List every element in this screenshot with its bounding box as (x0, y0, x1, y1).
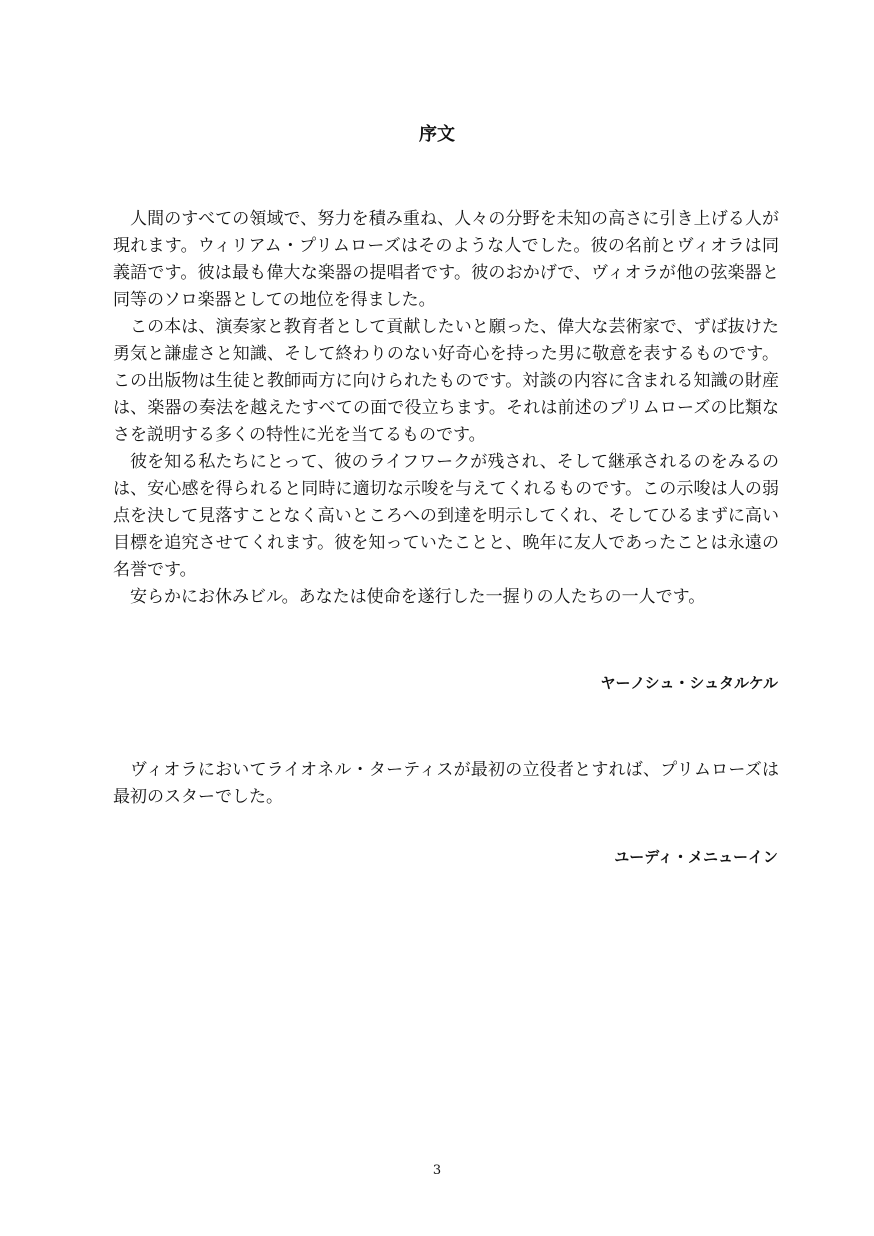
signature-starker: ヤーノシュ・シュタルケル (600, 674, 778, 692)
paragraph: 安らかにお休みビル。あなたは使命を遂行した一握りの人たちの一人です。 (130, 587, 706, 607)
page-title: 序文 (419, 124, 455, 145)
paragraph: 彼を知る私たちにとって、彼のライフワークが残され、そして継承されるのをみるのは、安心感を得られると同時に適切な示唆を与えてくれるものです。この示唆は人の弱点を決して見落すことなく高いところへの到達を明示してくれ、そしてひるまずに高い目標を追究させてくれます。彼を知っていたことと、晩年に友人であったことは永遠の名誉です。 (113, 452, 779, 580)
page-number: 3 (432, 1163, 442, 1178)
preface-body (113, 206, 779, 611)
quote-paragraph: ヴィオラにおいてライオネル・ターティスが最初の立役者とすれば、プリムローズは最初のスターでした。 (113, 760, 779, 807)
paragraph: 人間のすべての領域で、努力を積み重ね、人々の分野を未知の高さに引き上げる人が現れます。ウィリアム・プリムローズはそのような人でした。彼の名前とヴィオラは同義語です。彼は最も偉大な楽器の提唱者です。彼のおかげで、ヴィオラが他の弦楽器と同等のソロ楽器としての地位を得ました。 (113, 209, 779, 310)
menuhin-quote (113, 757, 779, 811)
paragraph: この本は、演奏家と教育者として貢献したいと願った、偉大な芸術家で、ずば抜けた勇気と謙虚さと知識、そして終わりのない好奇心を持った男に敬意を表するものです。この出版物は生徒と教師両方に向けられたものです。対談の内容に含まれる知識の財産は、楽器の奏法を越えたすべての面で役立ちます。それは前述のプリムローズの比類なさを説明する多くの特性に光を当てるものです。 (113, 317, 779, 445)
signature-menuhin: ユーディ・メニューイン (614, 848, 778, 866)
